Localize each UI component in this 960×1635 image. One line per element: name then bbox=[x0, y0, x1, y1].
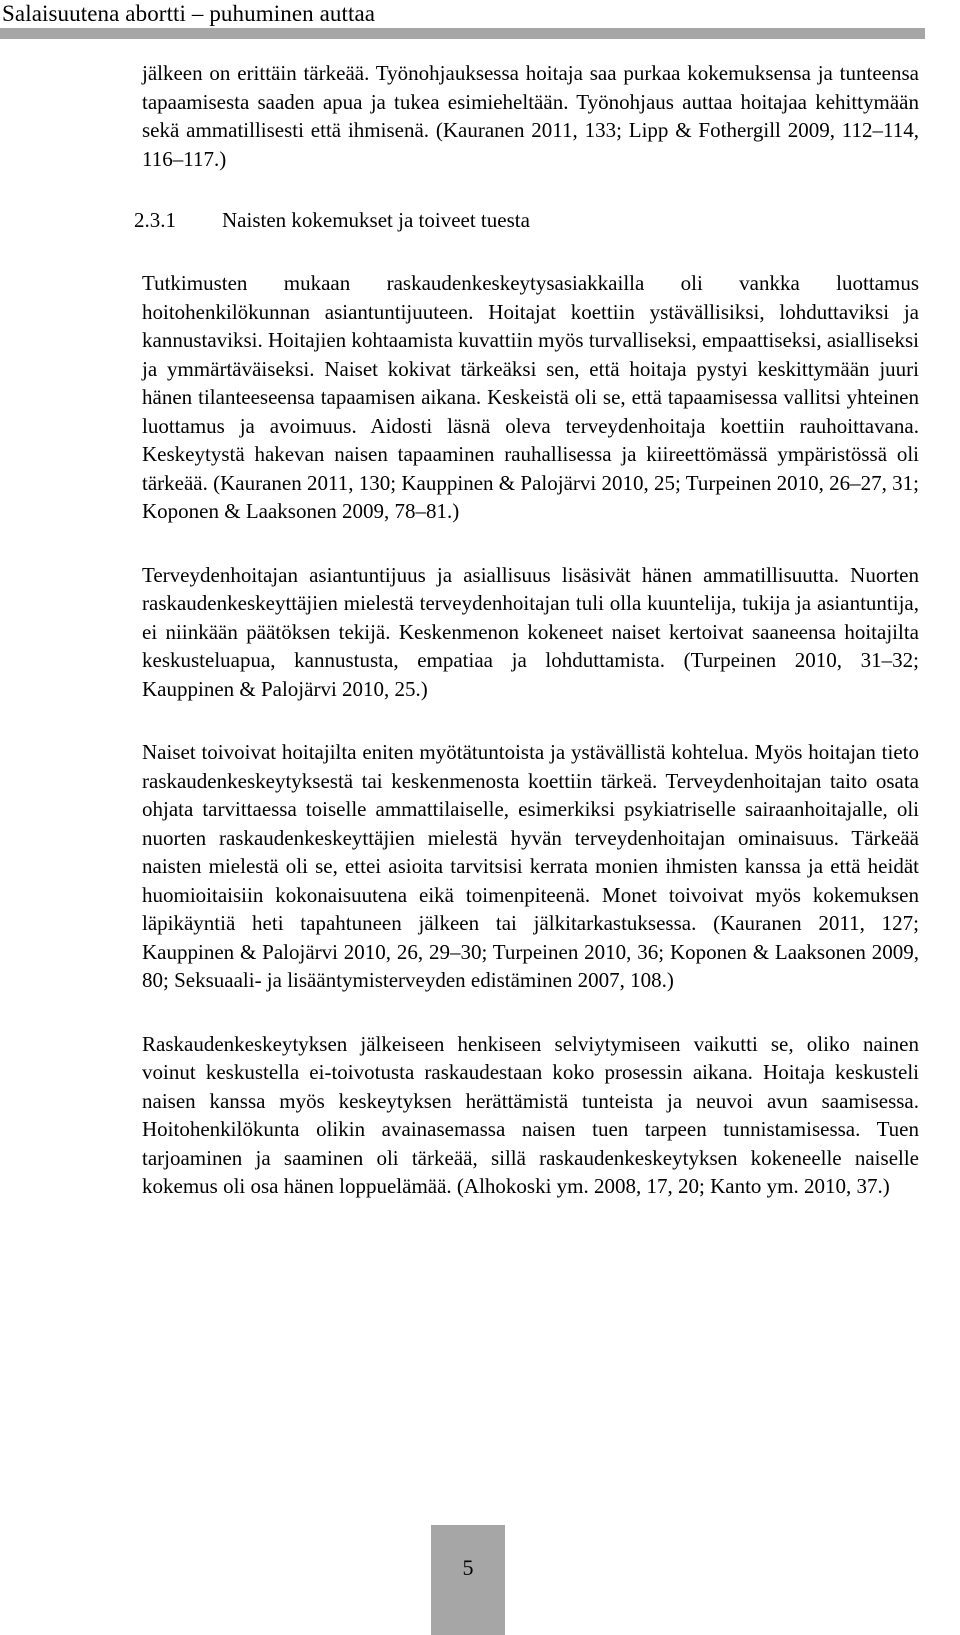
header-rule bbox=[0, 28, 925, 39]
paragraph-trust: Tutkimusten mukaan raskaudenkeskeytysasiakkailla oli vankka luottamus hoitohenkilökunnan asiantuntijuuteen. Hoitajat koettiin ystävällisiksi, lohduttaviksi ja kannustaviksi. Hoitajien kohtaamista kuvattiin myös turvalliseksi, empaattiseksi, asialliseksi ja ymmärtäväiseksi. Naiset kokivat tärkeäksi sen, että hoitaja pystyi keskittymään juuri hänen tilanteeseensa tapaamisen aikana. Keskeistä oli se, että tapaamisessa vallitsi yhteinen luottamus ja avoimuus. Aidosti läsnä oleva terveydenhoitaja koettiin rauhoittavana. Keskeytystä hakevan naisen tapaaminen rauhallisessa ja kiireettömässä ympäristössä oli tärkeää. (Kauranen 2011, 130; Kauppinen & Palojärvi 2010, 25; Turpeinen 2010, 26–27, 31; Koponen & Laaksonen 2009, 78–81.) bbox=[142, 271, 919, 523]
paragraph-coping: Raskaudenkeskeytyksen jälkeiseen henkiseen selviytymiseen vaikutti se, oliko nainen voinut keskustella ei-toivotusta raskaudestaan koko prosessin aikana. Hoitaja keskusteli naisen kanssa myös keskeytyksen herättämistä tunteista ja neuvoi avun saamisessa. Hoitohenkilökunta olikin avainasemassa naisen tuen tarpeen tunnistamisessa. Tuen tarjoaminen ja saaminen oli tärkeää, sillä raskaudenkeskeytyksen kokeneelle naiselle kokemus oli osa hänen loppuelämää. (Alhokoski ym. 2008, 17, 20; Kanto ym. 2010, 37.) bbox=[142, 1031, 919, 1198]
section-heading bbox=[134, 206, 919, 234]
section-number: 2.3.1 bbox=[134, 208, 176, 232]
paragraph-wishes: Naiset toivoivat hoitajilta eniten myötätuntoista ja ystävällistä kohtelua. Myös hoitajan tieto raskaudenkeskeytyksestä tai keskenmenosta koettiin tärkeä. Terveydenhoitajan taito osata ohjata tarvittaessa toiselle ammattilaiselle, esimerkiksi psykiatriselle sairaanhoitajalle, oli nuorten raskaudenkeskeyttäjien mielestä hyvän terveydenhoitajan ominaisuus. Tärkeää naisten mielestä oli se, ettei asioita tarvitsisi kerrata monien ihmisten kanssa ja että heidät huomioitaisiin kokonaisuutena eikä toimenpiteenä. Monet toivoivat myös kokemuksen läpikäyntiä heti tapahtuneen jälkeen tai jälkitarkastuksessa. (Kauranen 2011, 127; Kauppinen & Palojärvi 2010, 26, 29–30; Turpeinen 2010, 36; Koponen & Laaksonen 2009, 80; Seksuaali- ja lisääntymisterveyden edistäminen 2007, 108.) bbox=[142, 740, 919, 992]
paragraph-expertise: Terveydenhoitajan asiantuntijuus ja asiallisuus lisäsivät hänen ammatillisuutta. Nuorten raskaudenkeskeyttäjien mielestä terveydenhoitajan tuli olla kuuntelija, tukija ja asiantuntija, ei niinkään päätöksen tekijä. Keskenmenon kokeneet naiset kertoivat saaneensa hoitajilta keskusteluapua, kannustusta, empatiaa ja lohduttamista. (Turpeinen 2010, 31–32; Kauppinen & Palojärvi 2010, 25.) bbox=[142, 562, 919, 701]
running-header bbox=[0, 0, 925, 38]
header-title: Salaisuutena abortti – puhuminen auttaa bbox=[2, 1, 376, 26]
page-body bbox=[134, 59, 919, 1201]
page-number: 5 bbox=[462, 1555, 474, 1580]
section-title: Naisten kokemukset ja toiveet tuesta bbox=[222, 208, 530, 232]
page-number-box bbox=[431, 1525, 505, 1635]
intro-paragraph: jälkeen on erittäin tärkeää. Työnohjauksessa hoitaja saa purkaa kokemuksensa ja tunteensa tapaamisesta saaden apua ja tukea esimieheltään. Työnohjaus auttaa hoitajaa kehittymään sekä ammatillisesti että ihmisenä. (Kauranen 2011, 133; Lipp & Fothergill 2009, 112–114, 116–117.) bbox=[142, 61, 919, 171]
